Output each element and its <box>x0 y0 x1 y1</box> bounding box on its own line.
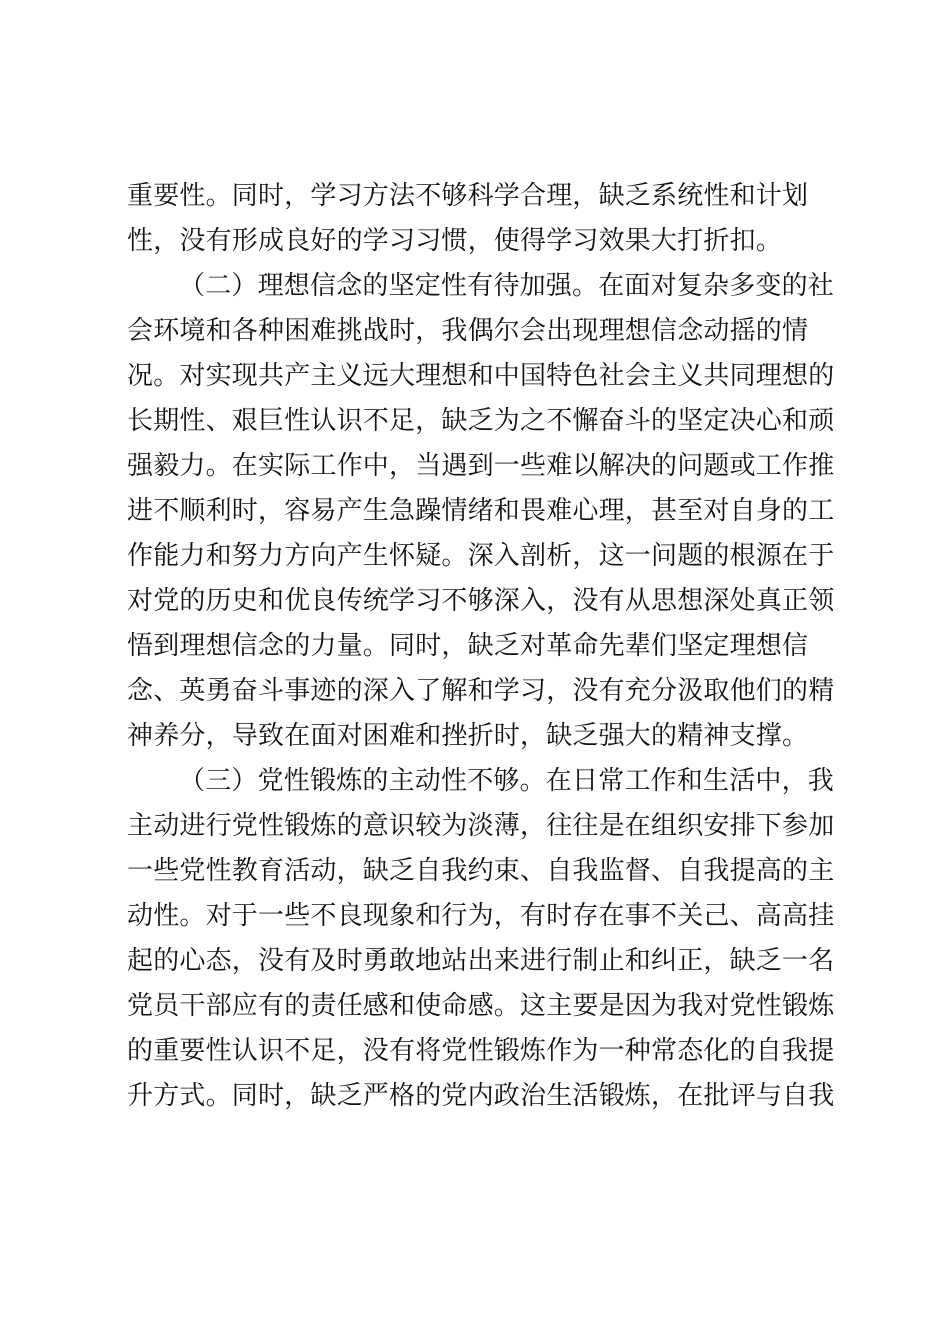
text-line: 强毅力。在实际工作中，当遇到一些难以解决的问题或工作推 <box>127 451 835 481</box>
text-line: 进不顺利时，容易产生急躁情绪和畏难心理，甚至对自身的工 <box>127 496 835 526</box>
text-line: 性，没有形成良好的学习习惯，使得学习效果大打折扣。 <box>127 226 783 256</box>
text-line: 对党的历史和优良传统学习不够深入，没有从思想深处真正领 <box>127 586 835 616</box>
text-line: 党员干部应有的责任感和使命感。这主要是因为我对党性锻炼 <box>127 991 835 1021</box>
text-line: 念、英勇奋斗事迹的深入了解和学习，没有充分汲取他们的精 <box>127 676 835 706</box>
text-line: 况。对实现共产主义远大理想和中国特色社会主义共同理想的 <box>127 361 835 391</box>
text-line: 起的心态，没有及时勇敢地站出来进行制止和纠正，缺乏一名 <box>127 946 835 976</box>
text-line: 神养分，导致在面对困难和挫折时，缺乏强大的精神支撑。 <box>127 721 809 751</box>
section-heading-line: （二）理想信念的坚定性有待加强。在面对复杂多变的社 <box>179 271 835 301</box>
section-heading-line: （三）党性锻炼的主动性不够。在日常工作和生活中，我 <box>179 766 835 796</box>
text-line: 长期性、艰巨性认识不足，缺乏为之不懈奋斗的坚定决心和顽 <box>127 406 835 436</box>
text-line: 作能力和努力方向产生怀疑。深入剖析，这一问题的根源在于 <box>127 541 835 571</box>
text-line: 一些党性教育活动，缺乏自我约束、自我监督、自我提高的主 <box>127 856 835 886</box>
text-line: 重要性。同时，学习方法不够科学合理，缺乏系统性和计划 <box>127 181 809 211</box>
text-line: 动性。对于一些不良现象和行为，有时存在事不关己、高高挂 <box>127 901 835 931</box>
text-line: 悟到理想信念的力量。同时，缺乏对革命先辈们坚定理想信 <box>127 631 809 661</box>
text-line: 主动进行党性锻炼的意识较为淡薄，往往是在组织安排下参加 <box>127 811 835 841</box>
text-line: 的重要性认识不足，没有将党性锻炼作为一种常态化的自我提 <box>127 1036 835 1066</box>
text-line: 升方式。同时，缺乏严格的党内政治生活锻炼，在批评与自我 <box>127 1081 835 1111</box>
text-line: 会环境和各种困难挑战时，我偶尔会出现理想信念动摇的情 <box>127 316 809 346</box>
